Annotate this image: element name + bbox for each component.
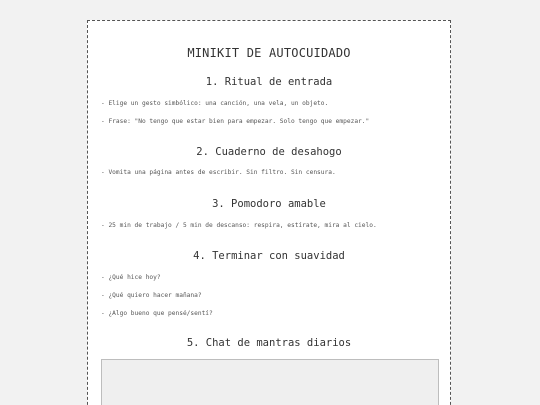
list-item: - ¿Qué quiero hacer mañana? — [101, 292, 202, 299]
list-item: - 25 min de trabajo / 5 min de descanso: respira, estírate, mira al cielo. — [101, 222, 377, 229]
section-heading-pomodoro: 3. Pomodoro amable — [212, 198, 326, 210]
section-heading-terminar: 4. Terminar con suavidad — [193, 250, 345, 262]
section-heading-chat: 5. Chat de mantras diarios — [186, 337, 352, 349]
list-item: - Vomita una página antes de escribir. Sin filtro. Sin censura. — [101, 169, 336, 176]
document-page — [87, 20, 451, 405]
mantras-chat-area[interactable] — [101, 359, 439, 405]
document-title: MINIKIT DE AUTOCUIDADO — [187, 46, 351, 60]
section-heading-ritual: 1. Ritual de entrada — [205, 76, 333, 88]
list-item: - ¿Qué hice hoy? — [101, 274, 161, 281]
list-item: - ¿Algo bueno que pensé/sentí? — [101, 310, 213, 317]
list-item: - Elige un gesto simbólico: una canción, una vela, un objeto. — [101, 100, 329, 107]
list-item: - Frase: "No tengo que estar bien para empezar. Solo tengo que empezar." — [101, 118, 370, 125]
section-heading-cuaderno: 2. Cuaderno de desahogo — [196, 146, 342, 158]
